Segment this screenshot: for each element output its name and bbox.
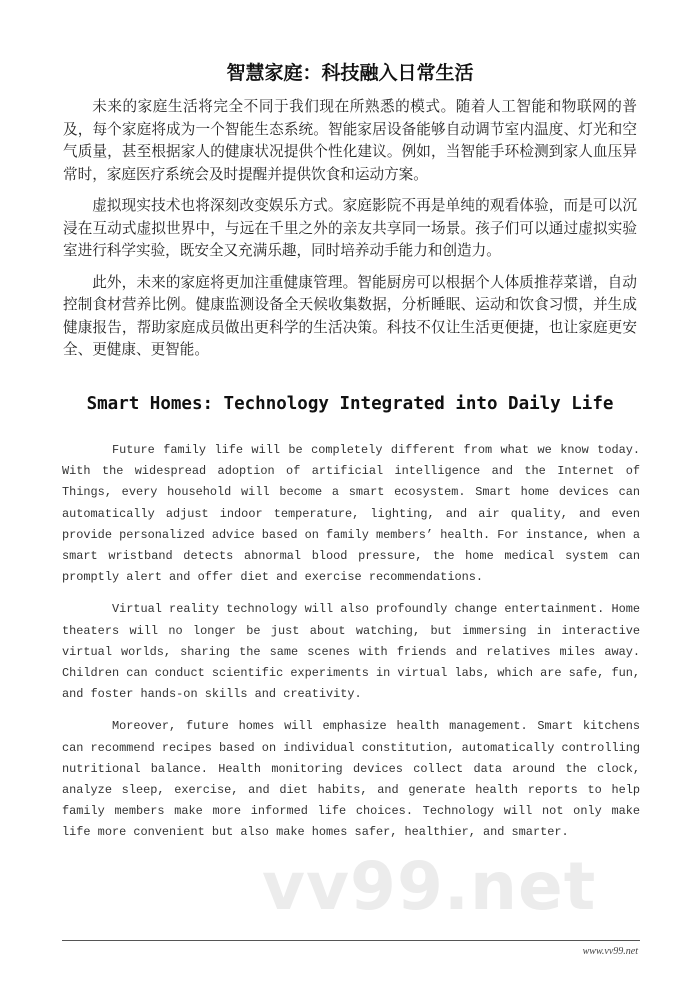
english-paragraph: Virtual reality technology will also profoundly change entertainment. Home theaters will no longer be just about watching, but immersing in interactive virtual worlds, sharing the same scenes with friends and relatives miles away. Children can conduct scientific experiments in virtual labs, which are safe, fun, and foster hands-on skills and creativity. (62, 602, 640, 702)
chinese-paragraph: 虚拟现实技术也将深刻改变娱乐方式。家庭影院不再是单纯的观看体验，而是可以沉浸在互动式虚拟世界中，与远在千里之外的亲友共享同一场景。孩子们可以通过虚拟实验室进行科学实验，既安全又充满乐趣，同时培养动手能力和创造力。 (63, 197, 637, 259)
footer-url: www.vv99.net (582, 946, 638, 957)
english-paragraph: Future family life will be completely different from what we know today. With the widespread adoption of artificial intelligence and the Internet of Things, every household will become a smart ecosystem. Smart home devices can automatically adjust indoor temperature, lighting, and air quality, and even provide personalized advice based on family members’ health. For instance, when a smart wristband detects abnormal blood pressure, the home medical system can promptly alert and offer diet and exercise recommendations. (62, 443, 640, 585)
english-title: Smart Homes: Technology Integrated into Daily Life (86, 394, 614, 414)
english-paragraph: Moreover, future homes will emphasize health management. Smart kitchens can recommend recipes based on individual constitution, automatically controlling nutritional balance. Health monitoring devices collect data around the clock, analyze sleep, exercise, and diet habits, and generate health reports to help family members make more informed life choices. Technology will not only make life more convenient but also make homes safer, healthier, and smarter. (62, 719, 640, 840)
chinese-paragraph: 未来的家庭生活将完全不同于我们现在所熟悉的模式。随着人工智能和物联网的普及，每个家庭将成为一个智能生态系统。智能家居设备能够自动调节室内温度、灯光和空气质量，甚至根据家人的健康状况提供个性化建议。例如，当智能手环检测到家人血压异常时，家庭医疗系统会及时提醒并提供饮食和运动方案。 (63, 98, 637, 183)
chinese-paragraph: 此外，未来的家庭将更加注重健康管理。智能厨房可以根据个人体质推荐菜谱，自动控制食材营养比例。健康监测设备全天候收集数据，分析睡眠、运动和饮食习惯，并生成健康报告，帮助家庭成员做出更科学的生活决策。科技不仅让生活更便捷，也让家庭更安全、更健康、更智能。 (63, 273, 637, 358)
english-body (62, 440, 640, 855)
chinese-body (63, 96, 637, 371)
footer-divider (62, 940, 640, 941)
watermark: vv99.net (262, 848, 597, 925)
chinese-title: 智慧家庭：科技融入日常生活 (226, 62, 474, 84)
